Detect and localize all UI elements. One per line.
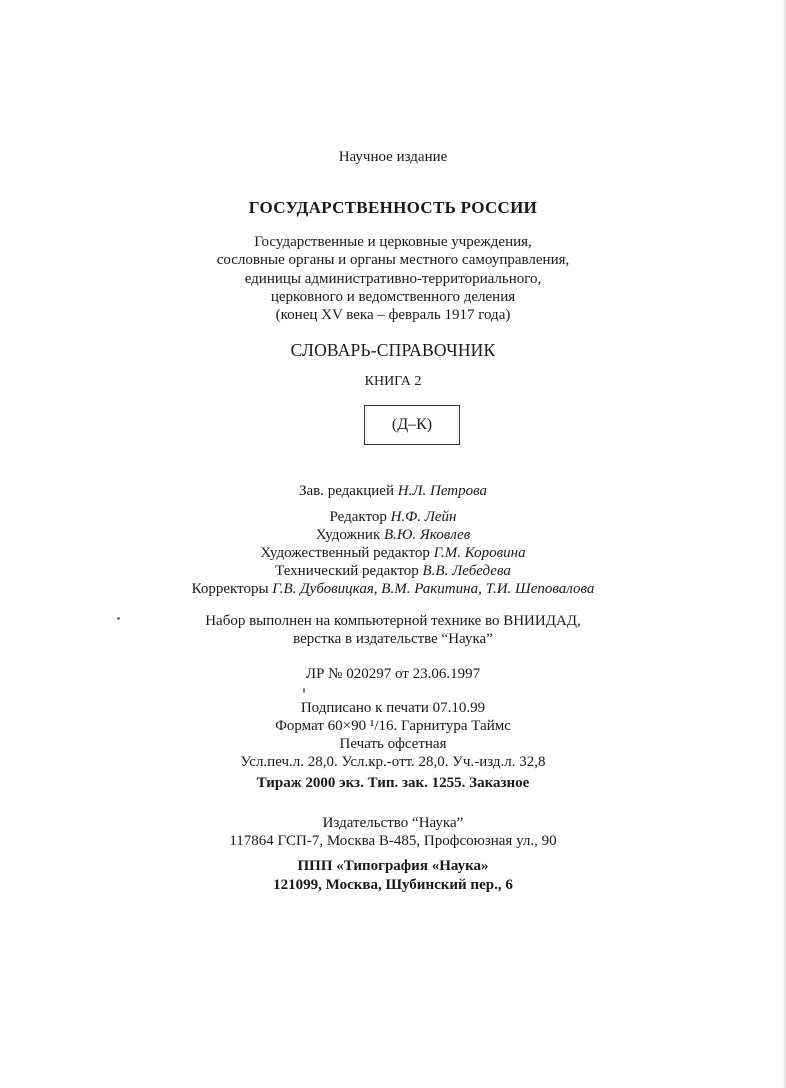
credit-artist — [0, 526, 786, 544]
subtitle-line-5: (конец XV века – февраль 1917 года) — [275, 307, 511, 323]
credit-person: Г.В. Дубовицкая, В.М. Ракитина, Т.И. Шеповалова — [272, 581, 595, 597]
volume-range: (Д–К) — [391, 416, 433, 433]
credit-tech-editor — [0, 562, 786, 580]
credit-person: В.В. Лебедева — [422, 563, 511, 579]
credit-role: Зав. редакцией — [298, 483, 394, 499]
subtitle-line-3: единицы административно-территориального, — [244, 271, 542, 287]
credit-role: Технический редактор — [275, 563, 419, 579]
signed-to-print: Подписано к печати 07.10.99 — [300, 700, 486, 716]
credit-role: Художественный редактор — [260, 545, 430, 561]
credit-person: В.Ю. Яковлев — [384, 527, 471, 543]
credit-art-editor — [0, 544, 786, 562]
credit-editor — [0, 508, 786, 526]
credit-person: Г.М. Коровина — [433, 545, 526, 561]
book-number: КНИГА 2 — [364, 374, 422, 389]
credit-role: Корректоры — [191, 581, 269, 597]
subtitle-line-4: церковного и ведомственного деления — [270, 289, 516, 305]
publisher-address: 117864 ГСП-7, Москва В-485, Профсоюзная ул., 90 — [229, 833, 557, 849]
scan-speck — [117, 617, 120, 620]
printer-name: ППП «Типография «Наука» — [297, 858, 489, 874]
credit-person: Н.Л. Петрова — [397, 483, 488, 499]
format-line: Формат 60×90 ¹/16. Гарнитура Таймс — [275, 718, 511, 734]
sheets-count: Усл.печ.л. 28,0. Усл.кр.-отт. 28,0. Уч.-изд.л. 32,8 — [240, 754, 546, 770]
typeset-note-2: верстка в издательстве “Наука” — [293, 631, 493, 647]
scan-speck — [303, 688, 305, 693]
print-run: Тираж 2000 экз. Тип. зак. 1255. Заказное — [256, 775, 530, 791]
license-number: ЛР № 020297 от 23.06.1997 — [305, 666, 481, 682]
credit-role: Редактор — [329, 509, 387, 525]
credit-role: Художник — [315, 527, 381, 543]
publisher-name: Издательство “Наука” — [322, 815, 464, 831]
volume-range-box — [364, 405, 460, 445]
typeset-note-1: Набор выполнен на компьютерной технике во ВНИИДАД, — [205, 613, 581, 629]
printing-method: Печать офсетная — [339, 736, 447, 752]
subtitle-line-2: сословные органы и органы местного самоуправления, — [216, 252, 570, 268]
credit-person: Н.Ф. Лейн — [390, 509, 457, 525]
series-label: Научное издание — [338, 149, 448, 165]
credit-correctors — [0, 580, 786, 598]
book-title: ГОСУДАРСТВЕННОСТЬ РОССИИ — [248, 198, 538, 217]
subtitle-line-1: Государственные и церковные учреждения, — [254, 234, 532, 250]
genre-label: СЛОВАРЬ-СПРАВОЧНИК — [290, 340, 496, 360]
printer-address: 121099, Москва, Шубинский пер., 6 — [273, 877, 513, 893]
credit-head-editor — [0, 482, 786, 500]
